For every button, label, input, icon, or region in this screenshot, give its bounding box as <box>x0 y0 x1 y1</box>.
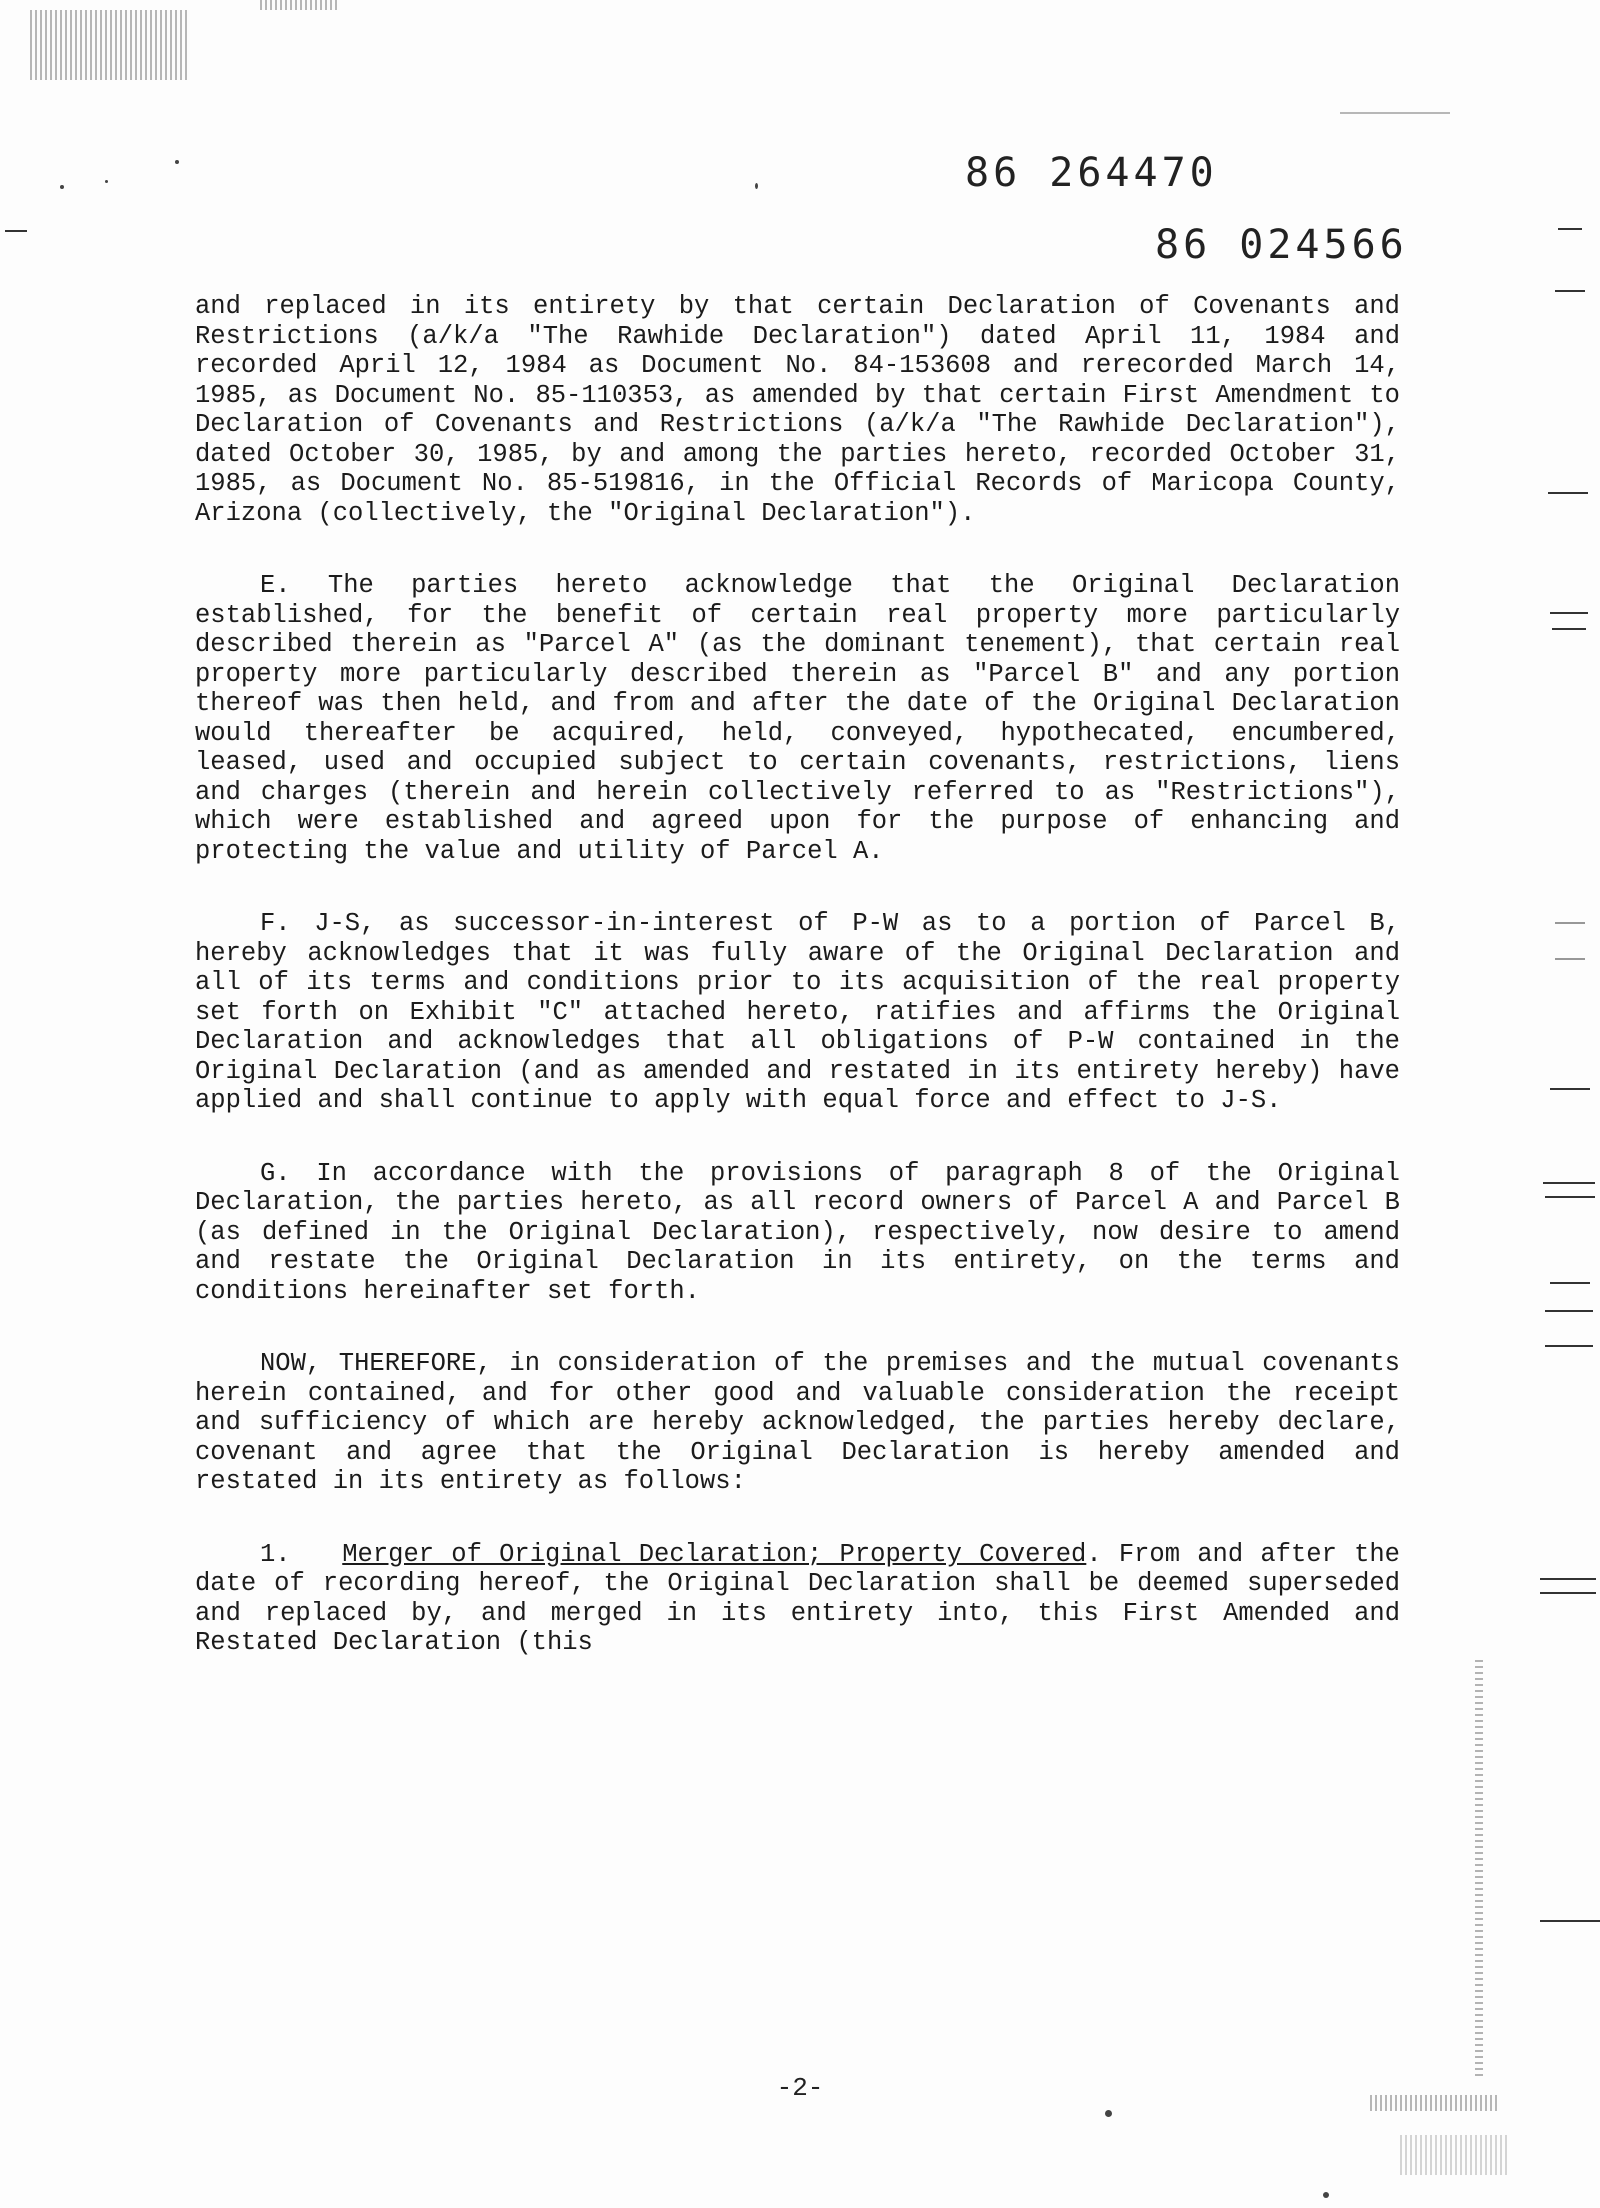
margin-mark <box>1540 1592 1596 1594</box>
margin-mark <box>1555 922 1585 924</box>
margin-mark <box>1550 1282 1590 1284</box>
document-body <box>195 292 1400 1701</box>
scan-dash <box>5 230 27 232</box>
paragraph-f: F. J-S, as successor-in-interest of P-W as to a portion of Parcel B, hereby acknowledges that it was fully aware of the Original Declaration and all of its terms and conditions prior to its acquisition of the real property set forth on Exhibit "C" attached hereto, ratifies and affirms the Original Declaration and acknowledges that all obligations of P-W contained in the Original Declaration (and as amended and restated in its entirety hereby) have applied and shall continue to apply with equal force and effect to J-S. <box>195 909 1400 1115</box>
document-number-secondary: 86 024566 <box>1155 222 1408 268</box>
section-1-text: . From and after the date of recording hereof, the Original Declaration shall be deemed superseded and replaced by, and merged in its entirety into, this First Amended and Restated Declaration (this <box>195 1539 1400 1657</box>
margin-mark <box>1545 1345 1593 1347</box>
margin-mark <box>1555 958 1585 960</box>
section-1-heading: Merger of Original Declaration; Property Covered <box>342 1539 1087 1569</box>
document-number: 86 264470 <box>965 150 1218 196</box>
paragraph-g: G. In accordance with the provisions of paragraph 8 of the Original Declaration, the parties hereto, as all record owners of Parcel A and Parcel B (as defined in the Original Declaration), respectively, now desire to amend and restate the Original Declaration in its entirety, on the terms and conditions hereinafter set forth. <box>195 1158 1400 1306</box>
section-1-number: 1. <box>260 1539 291 1569</box>
scan-strip <box>1475 1660 1483 2080</box>
margin-mark <box>1548 492 1588 494</box>
scan-speck <box>175 160 179 164</box>
margin-mark <box>1550 612 1588 614</box>
paragraph-e: E. The parties hereto acknowledge that the Original Declaration established, for the benefit of certain real property more particularly described therein as "Parcel A" (as the dominant tenement), that certain real property more particularly described therein as "Parcel B" and any portion thereof was then held, and from and after the date of the Original Declaration would thereafter be acquired, held, conveyed, hypothecated, encumbered, leased, used and occupied subject to certain covenants, restrictions, liens and charges (therein and herein collectively referred to as "Restrictions"), which were established and agreed upon for the purpose of enhancing and protecting the value and utility of Parcel A. <box>195 571 1400 866</box>
section-1 <box>195 1540 1400 1658</box>
paragraph-now-therefore: NOW, THEREFORE, in consideration of the premises and the mutual covenants herein contained, and for other good and valuable consideration the receipt and sufficiency of which are hereby acknowledged, the parties hereby declare, covenant and agree that the Original Declaration is hereby amended and restated in its entirety as follows: <box>195 1349 1400 1496</box>
margin-mark <box>1555 290 1585 292</box>
scan-speck <box>1105 2110 1112 2117</box>
scan-smudge <box>1400 2135 1510 2175</box>
scan-dash <box>1340 112 1450 114</box>
margin-mark <box>1545 1196 1595 1198</box>
margin-mark <box>1558 228 1582 230</box>
page-number: -2- <box>776 2073 824 2103</box>
scan-smudge <box>30 10 190 80</box>
margin-mark <box>1545 1310 1593 1312</box>
scan-speck <box>1323 2192 1329 2198</box>
paragraph-continuation: and replaced in its entirety by that certain Declaration of Covenants and Restrictions (a/k/a "The Rawhide Declaration") dated April 11, 1984 and recorded April 12, 1984 as Document No. 84-153608 and rerecorded March 14, 1985, as Document No. 85-110353, as amended by that certain First Amendment to Declaration of Covenants and Restrictions (a/k/a "The Rawhide Declaration"), dated October 30, 1985, by and among the parties hereto, recorded October 31, 1985, as Document No. 85-519816, in the Official Records of Maricopa County, Arizona (collectively, the "Original Declaration"). <box>195 292 1400 528</box>
margin-mark <box>1540 1920 1600 1922</box>
scan-speck <box>755 183 758 189</box>
scan-speck <box>60 185 64 189</box>
margin-mark <box>1543 1182 1595 1184</box>
margin-mark <box>1552 628 1586 630</box>
scan-speck <box>105 180 108 183</box>
margin-mark <box>1540 1578 1596 1580</box>
margin-mark <box>1550 1088 1590 1090</box>
scan-smudge <box>260 0 340 10</box>
